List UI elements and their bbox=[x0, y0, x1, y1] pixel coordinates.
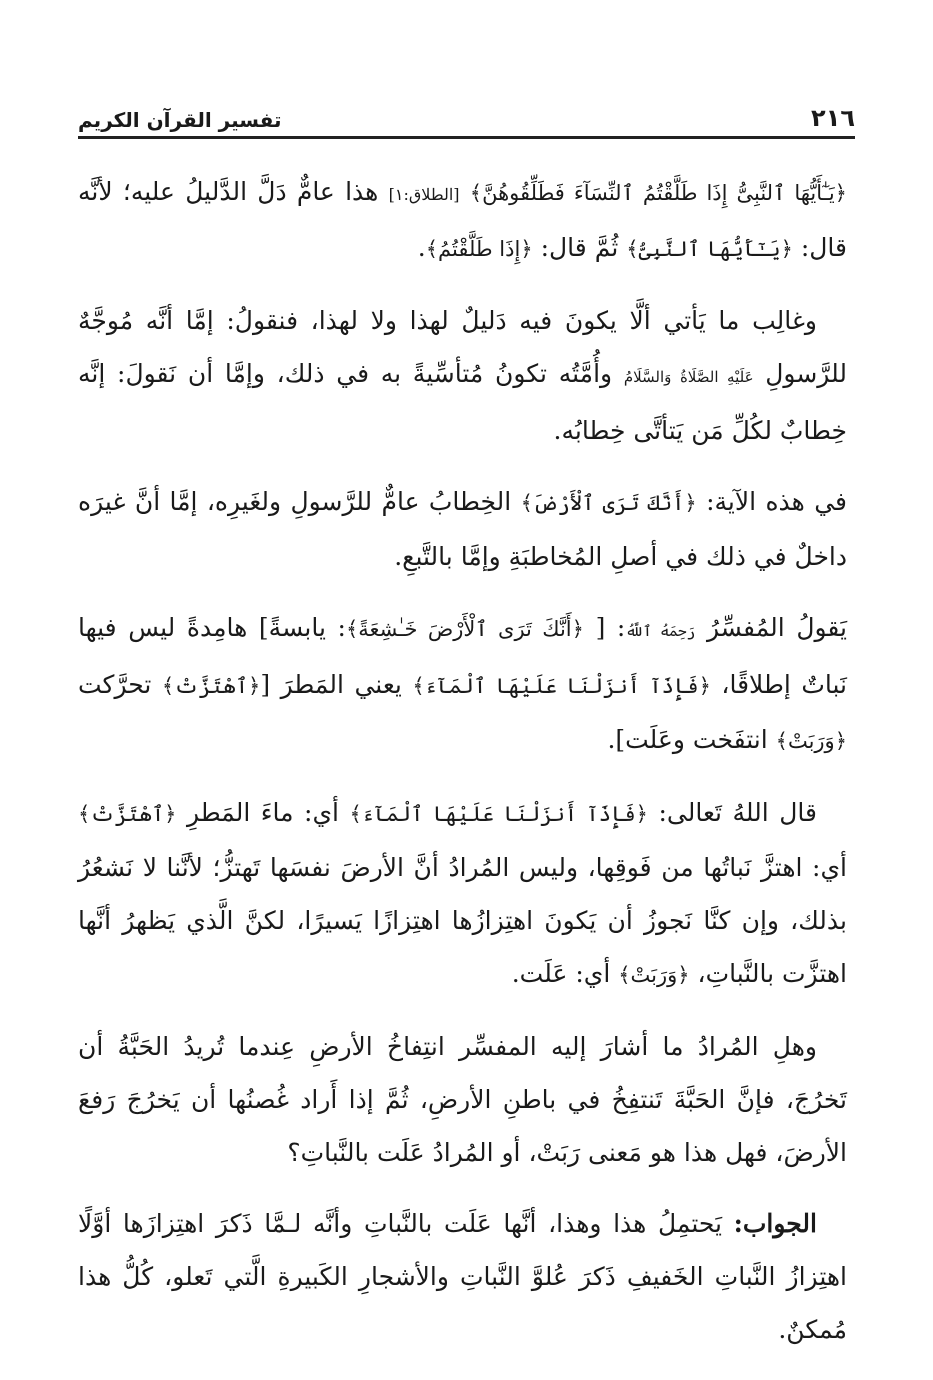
paragraph-5 bbox=[78, 786, 847, 1002]
paragraph-text: يعني المَطرَ [ bbox=[260, 670, 402, 699]
paragraph-2 bbox=[78, 294, 847, 457]
paragraph-text: قال اللهُ تَعالى: bbox=[658, 798, 817, 827]
page-header bbox=[78, 92, 855, 139]
paragraph-text: انتفَخت وعَلَت]. bbox=[607, 725, 768, 754]
quran-verse: ﴿أَنَّكَ تَرَى ٱلْأَرْضَ خَـٰشِعَةً﴾ bbox=[345, 617, 584, 641]
quran-verse: ﴿فَإِذَآ أَنزَلْنَا عَلَيْهَا ٱلْمَآءَ﴾ bbox=[412, 674, 711, 698]
paragraph-3 bbox=[78, 475, 847, 583]
book-title: تفسير القرآن الكريم bbox=[78, 108, 282, 132]
quran-verse: ﴿يَـٰٓأَيُّهَا ٱلنَّبِىُّ إِذَا طَلَّقْتُمُ ٱلنِّسَآءَ فَطَلِّقُوهُنَّ﴾ bbox=[469, 181, 847, 205]
quran-verse: ﴿أَنَّكَ تَرَى ٱلْأَرْضَ﴾ bbox=[520, 491, 697, 515]
paragraph-text: وهلِ المُرادُ ما أشارَ إليه المفسِّر انتِفاخُ الأرضِ عِندما تُريدُ الحَبَّةُ أن تَخرُجَ، فإنَّ الحَبَّةَ تَنتفِخُ في باطنِ الأرضِ، ثُمَّ إذا أَراد غُصنُها أن يَخرُجَ رَفعَ الأرضَ، فهل هذا هو مَعنى رَبَتْ، أو المُرادُ عَلَت بالنَّباتِ؟ bbox=[78, 1032, 847, 1167]
quran-verse: ﴿ٱهْتَزَّتْ﴾ bbox=[161, 674, 261, 698]
paragraph-text: هذا عامٌّ دَلَّ الدَّليلُ عليه؛ لأنَّه قال: bbox=[78, 177, 847, 262]
paragraph-1 bbox=[78, 165, 847, 276]
page-number: ٢١٦ bbox=[811, 104, 855, 132]
paragraph-text: في هذه الآية: bbox=[706, 487, 848, 516]
paragraph-text: تحرَّكت bbox=[78, 670, 152, 699]
paragraph-text: . bbox=[417, 233, 426, 262]
paragraph-text: الخِطابُ عامٌّ للرَّسولِ ولغَيرِه، إمَّا أنَّ غيرَه داخلٌ في ذلك في أصلِ المُخاطبَةِ وإمَّا بالتَّبعِ. bbox=[78, 487, 847, 571]
paragraph-text: يَقولُ المُفسِّرُ bbox=[706, 613, 848, 642]
quran-verse: ﴿وَرَبَتْ﴾ bbox=[618, 963, 690, 987]
paragraph-4 bbox=[78, 601, 847, 768]
paragraph-text: أي: عَلَت. bbox=[511, 959, 611, 988]
paragraph-text: ثُمَّ قال: bbox=[540, 233, 619, 262]
answer-label: الجواب: bbox=[733, 1209, 817, 1238]
paragraph-text: وغالِب ما يَأتي ألَّا يكونَ فيه دَليلٌ لهذا ولا لهذا، فنقولُ: إمَّا أنَّه مُوجَّهٌ للرَّسولِ bbox=[78, 306, 847, 388]
paragraph-7 bbox=[78, 1197, 847, 1356]
honorific: عَلَيْهِ الصَّلَاةُ وَالسَّلَامُ bbox=[623, 368, 754, 386]
paragraph-text: أي: اهتزَّ نَباتُها من فَوقِها، وليس المُرادُ أنَّ الأرضَ نفسَها تَهتزُّ؛ لأنَّنا لا نَشعُرُ بذلك، وإن كنَّا نَجوزُ أن يَكونَ اهتِزازُها اهتِزازًا يَسيرًا، لكنَّ الَّذي يَظهرُ أنَّها اهتزَّت بالنَّباتِ، bbox=[78, 853, 847, 988]
paragraph-text: يَحتمِلُ هذا وهذا، أنَّها عَلَت بالنَّباتِ وأنَّه لـمَّا ذَكرَ اهتِزازَها أوَّلًا اهتِزازُ النَّباتِ الخَفيفِ ذَكرَ عُلوَّ النَّباتِ والأشجارِ الكَبيرةِ الَّتي تَعلو، كُلُّ هذا مُمكنٌ. bbox=[78, 1209, 847, 1344]
paragraph-text: : يابسةً] هامِدةً ليس فيها نَباتٌ إطلاقًا، bbox=[78, 613, 847, 699]
paragraph-text: وأُمَّتُه تكونُ مُتأسِّيةً به في ذلك، وإمَّا أن نَقولَ: إنَّه خِطابٌ لكُلِّ مَن يَتأتَّى خِطابُه. bbox=[78, 359, 847, 445]
paragraph-text: : [ bbox=[595, 613, 626, 642]
honorific: رَحِمَهُ ٱللَّهُ bbox=[625, 622, 696, 640]
quran-verse: ﴿ٱهْتَزَّتْ﴾ bbox=[78, 802, 177, 826]
quran-verse: ﴿فَإِذَآ أَنزَلْنَا عَلَيْهَا ٱلْمَآءَ﴾ bbox=[349, 802, 648, 826]
verse-reference: [الطلاق:١] bbox=[388, 185, 460, 204]
paragraph-6 bbox=[78, 1020, 847, 1179]
page-body bbox=[78, 165, 847, 1374]
paragraph-text: أي: ماءَ المَطرِ bbox=[186, 798, 339, 827]
quran-verse: ﴿وَرَبَتْ﴾ bbox=[775, 729, 847, 753]
quran-verse: ﴿إِذَا طَلَّقْتُمُ﴾ bbox=[425, 237, 533, 261]
quran-verse: ﴿يَـٰٓأَيُّهَا ٱلنَّبِىُّ﴾ bbox=[626, 237, 793, 261]
